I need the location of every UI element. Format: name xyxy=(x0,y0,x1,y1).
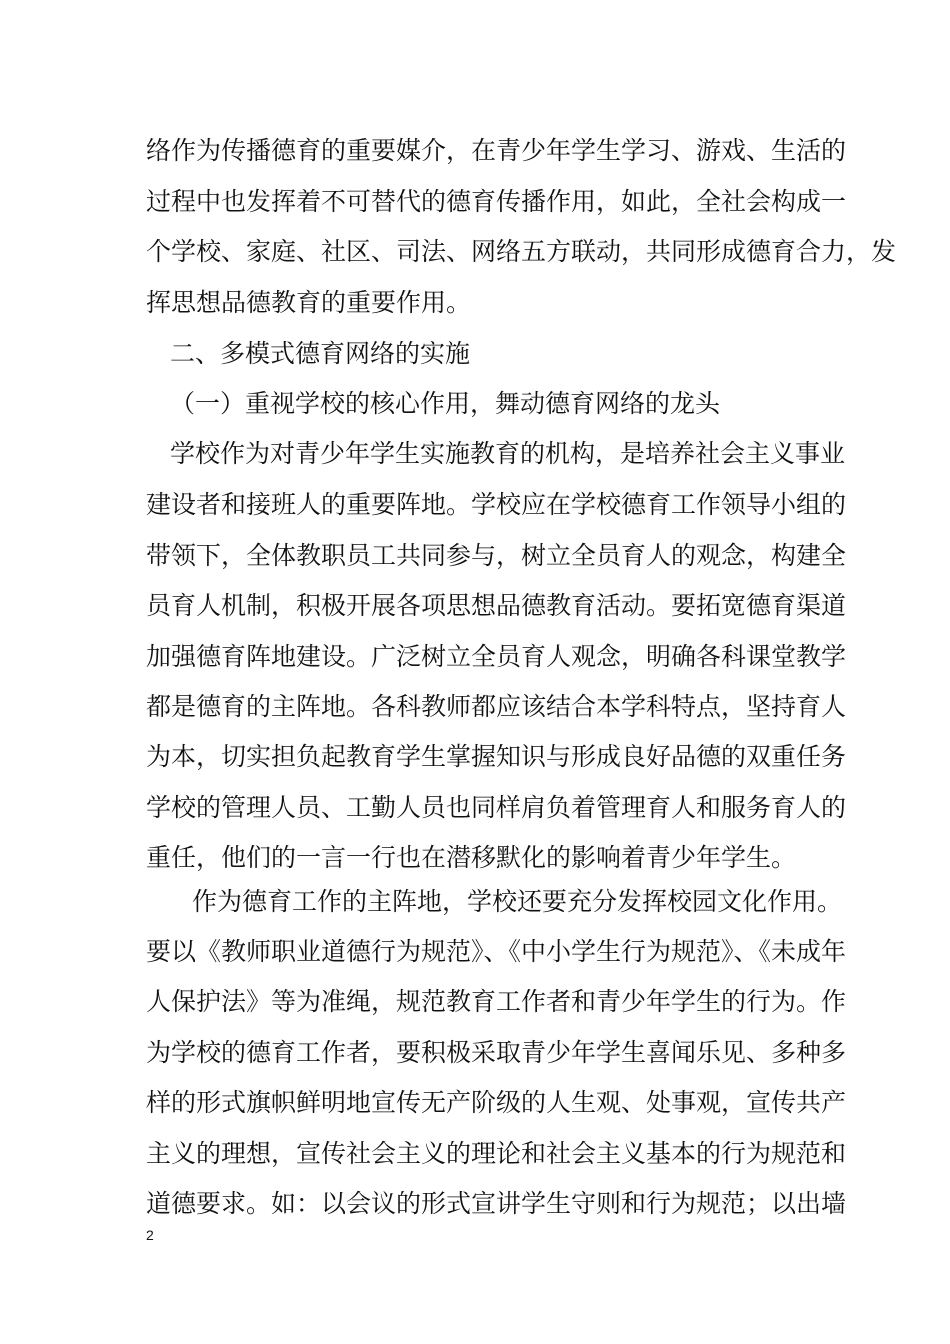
body-text-line: 作为德育工作的主阵地，学校还要充分发挥校园文化作用。 xyxy=(192,887,843,916)
section-heading: 二、多模式德育网络的实施 xyxy=(170,339,471,368)
body-text-line: 样的形式旗帜鲜明地宣传无产阶级的人生观、处事观，宣传共产 xyxy=(146,1088,847,1117)
body-text-line: 要以《教师职业道德行为规范》、《中小学生行为规范》、《未成年 xyxy=(146,937,847,966)
body-text-line: 人保护法》等为准绳，规范教育工作者和青少年学生的行为。作 xyxy=(146,987,847,1016)
body-text-line: 加强德育阵地建设。广泛树立全员育人观念，明确各科课堂教学 xyxy=(146,642,847,671)
body-text-line: 为学校的德育工作者，要积极采取青少年学生喜闻乐见、多种多 xyxy=(146,1038,847,1067)
body-text-line: 都是德育的主阵地。各科教师都应该结合本学科特点，坚持育人 xyxy=(146,692,847,721)
body-text-line: 主义的理想，宣传社会主义的理论和社会主义基本的行为规范和 xyxy=(146,1139,847,1168)
body-text-line: 个学校、家庭、社区、司法、网络五方联动，共同形成德育合力，发 xyxy=(146,237,897,266)
body-text-line: 挥思想品德教育的重要作用。 xyxy=(146,288,472,317)
body-text-line: 员育人机制，积极开展各项思想品德教育活动。要拓宽德育渠道 xyxy=(146,591,847,620)
body-text-line: 学校的管理人员、工勤人员也同样肩负着管理育人和服务育人的 xyxy=(146,793,847,822)
body-text-line: 建设者和接班人的重要阵地。学校应在学校德育工作领导小组的 xyxy=(146,490,847,519)
body-text-line: 为本，切实担负起教育学生掌握知识与形成良好品德的双重任务 xyxy=(146,742,847,771)
body-text-line: 过程中也发挥着不可替代的德育传播作用，如此，全社会构成一 xyxy=(146,187,847,216)
subsection-heading: （一）重视学校的核心作用，舞动德育网络的龙头 xyxy=(170,389,721,418)
page-number: 2 xyxy=(146,1227,154,1243)
body-text-line: 道德要求。如：以会议的形式宣讲学生守则和行为规范；以出墙 xyxy=(146,1189,847,1218)
body-text-line: 重任，他们的一言一行也在潜移默化的影响着青少年学生。 xyxy=(146,843,797,872)
body-text-line: 络作为传播德育的重要媒介，在青少年学生学习、游戏、生活的 xyxy=(146,136,847,165)
body-text-line: 带领下，全体教职员工共同参与，树立全员育人的观念，构建全 xyxy=(146,541,847,570)
body-text-line: 学校作为对青少年学生实施教育的机构，是培养社会主义事业 xyxy=(170,439,846,468)
